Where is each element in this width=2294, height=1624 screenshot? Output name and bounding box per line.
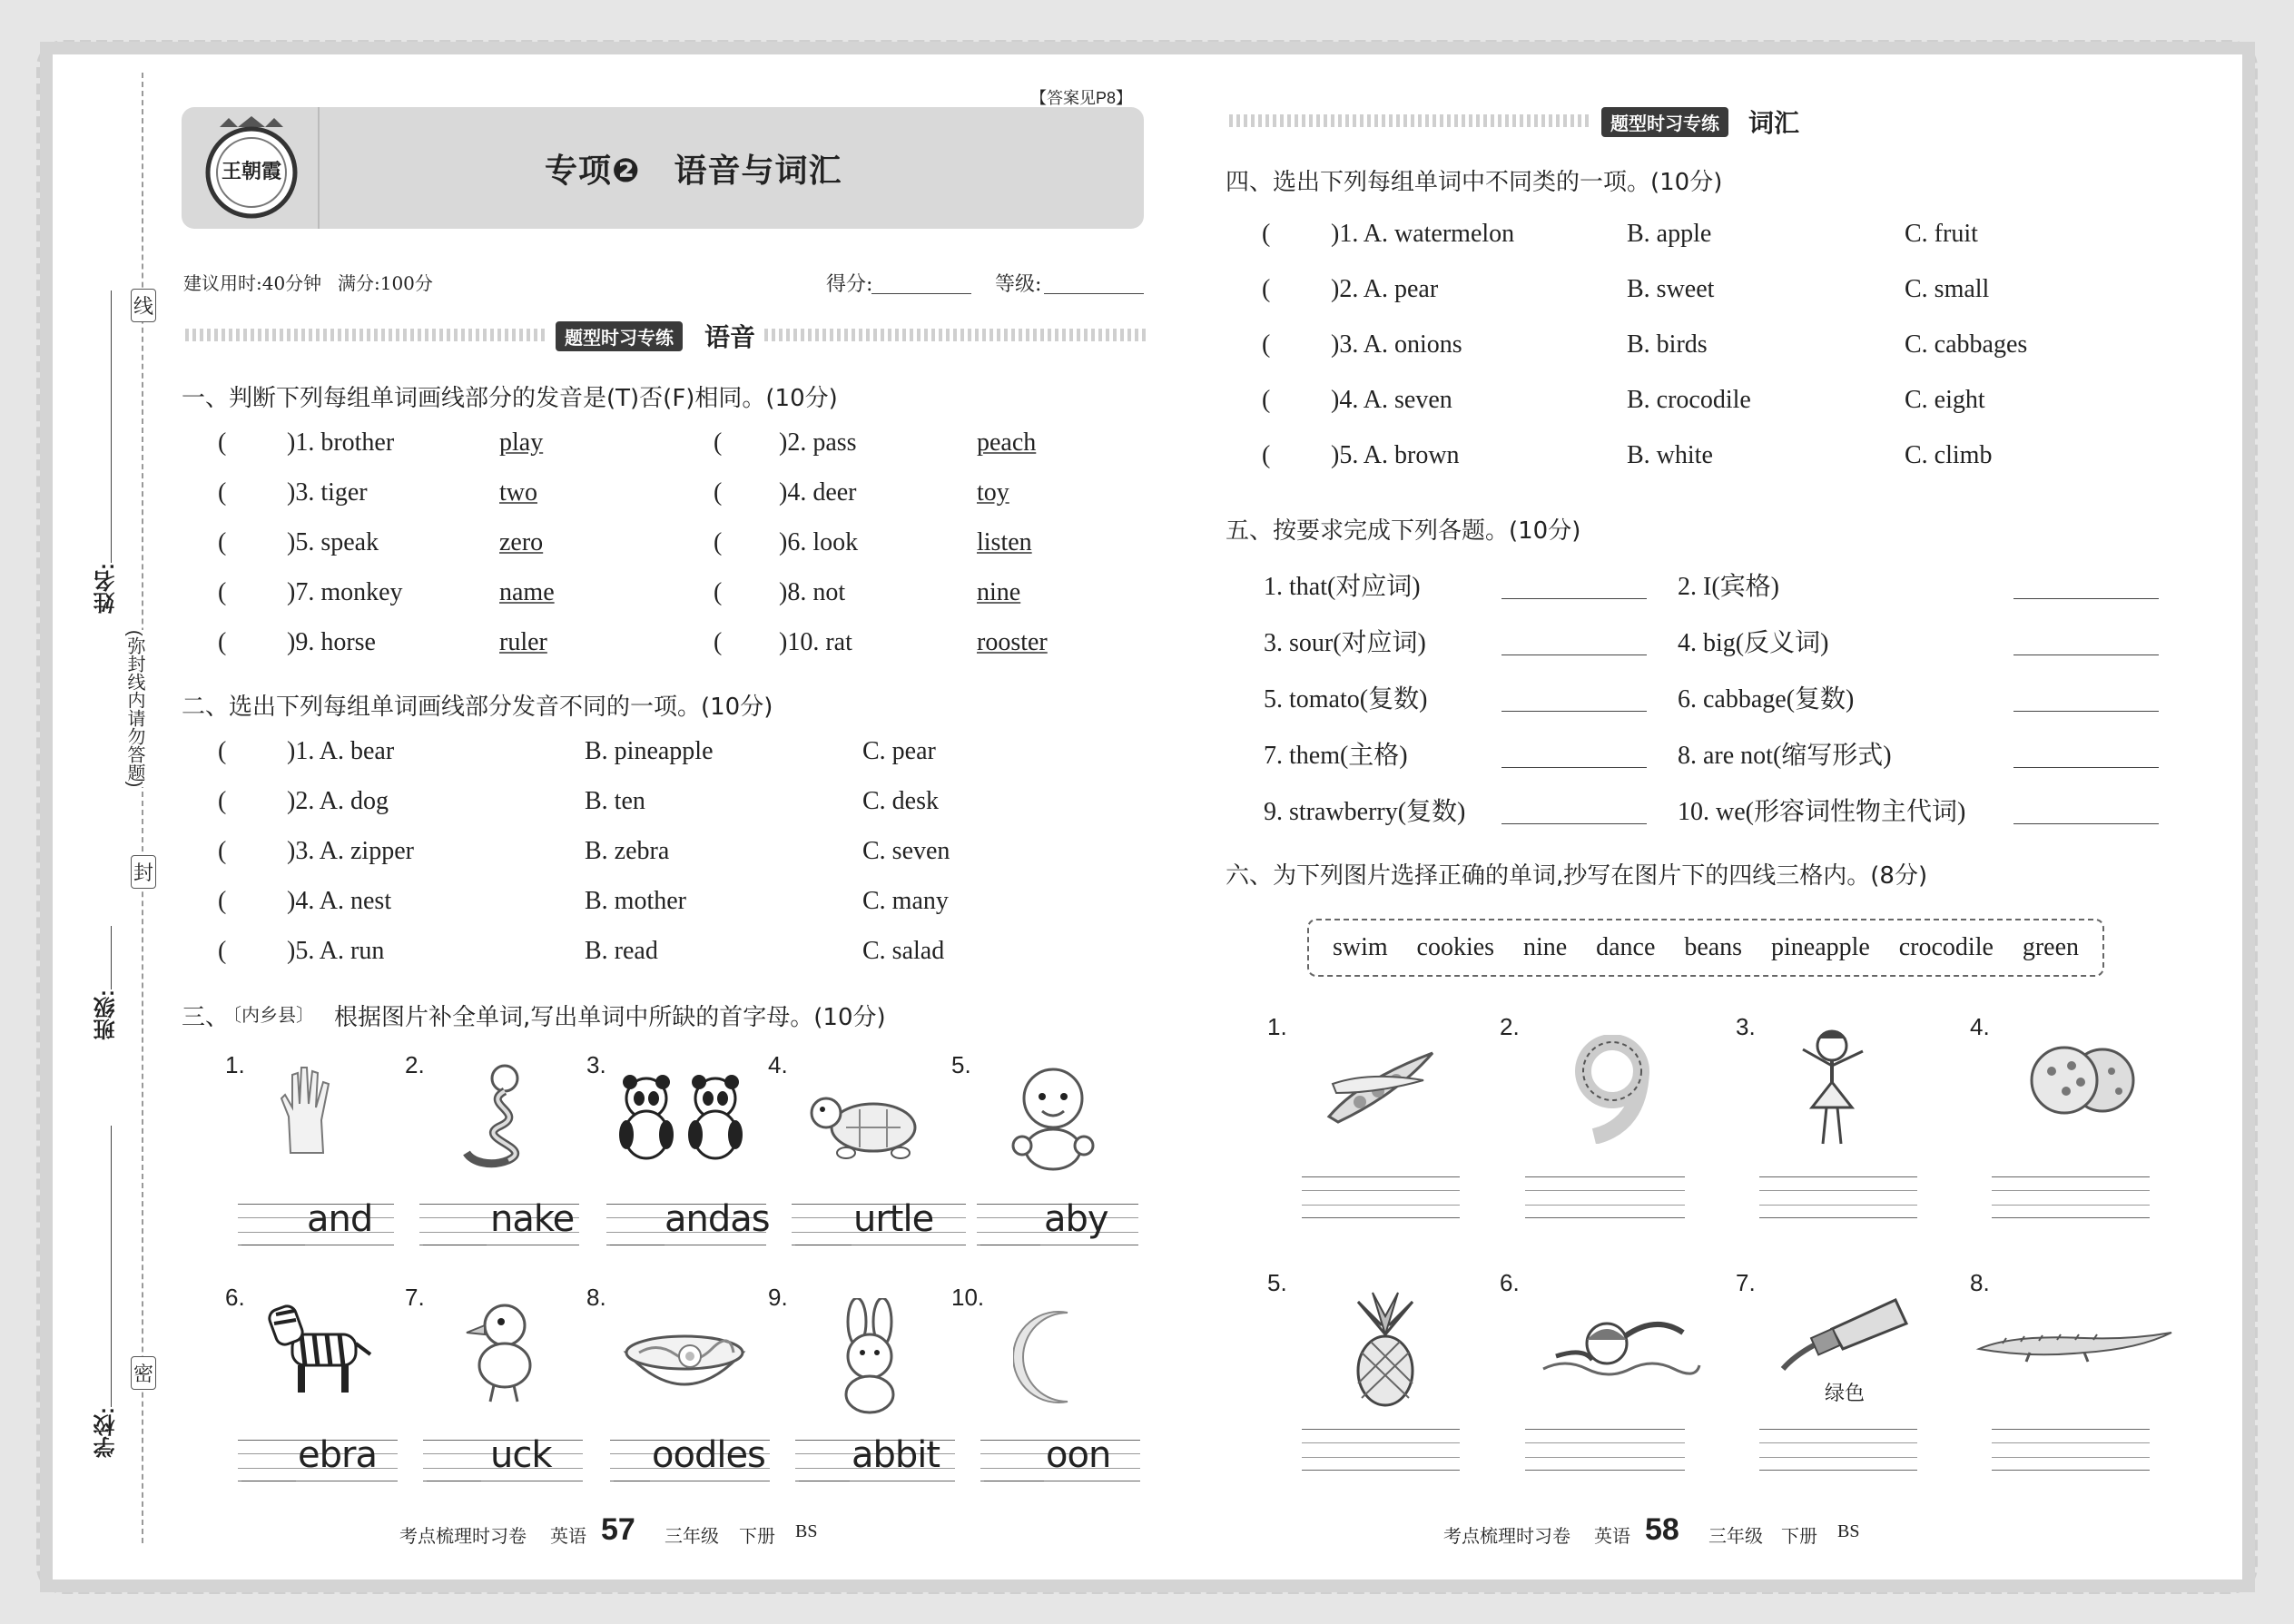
item-number: 4.	[1970, 1013, 1990, 1040]
list-item: B. zebra	[585, 837, 670, 865]
list-item: zero	[499, 528, 544, 556]
partial-word: nake	[490, 1198, 575, 1240]
list-item: name	[499, 578, 555, 606]
paint-tube-icon	[1777, 1293, 1914, 1379]
answer-blank[interactable]	[1501, 741, 1647, 768]
full-score: 满分:100分	[338, 272, 433, 294]
page-title: 专项❷ 语音与词汇	[545, 153, 842, 190]
list-item: 5. tomato(复数)	[1264, 685, 1428, 714]
list-item: B. apple	[1627, 220, 1712, 248]
writing-lines[interactable]	[1992, 1176, 2150, 1218]
list-item: )1. A. bear	[287, 737, 395, 765]
answer-blank[interactable]	[1501, 684, 1647, 712]
item-number: 10.	[951, 1284, 985, 1311]
answer-blank[interactable]	[2013, 741, 2159, 768]
list-item: listen	[977, 528, 1032, 556]
item-number: 1.	[1267, 1013, 1287, 1040]
list-item: )3. A. onions	[1331, 330, 1462, 359]
section-tag-word: 语音	[704, 322, 756, 352]
item-number: 8.	[586, 1284, 606, 1311]
list-item: 4. big(反义词)	[1678, 629, 1829, 657]
score-blank[interactable]	[871, 269, 971, 294]
item-number: 4.	[768, 1051, 788, 1078]
item-number: 9.	[768, 1284, 788, 1311]
list-item: )1. A. watermelon	[1331, 220, 1515, 248]
list-item: )5. speak	[287, 528, 379, 556]
margin-secret-word: 密	[131, 1356, 156, 1390]
section-2-title: 二、选出下列每组单词画线部分发音不同的一项。(10分)	[182, 694, 773, 721]
list-item: )10. rat	[779, 628, 852, 656]
binding-margin	[91, 73, 154, 1543]
list-item: C. eight	[1905, 386, 1985, 414]
word-bank-item: pineapple	[1770, 933, 1870, 961]
margin-school-label: 学校:	[94, 1407, 119, 1458]
rabbit-icon	[824, 1298, 915, 1421]
margin-seal-word: 封	[131, 855, 156, 889]
duck-icon	[454, 1298, 545, 1412]
item-number: 7.	[1736, 1269, 1756, 1296]
list-item: (	[218, 428, 227, 457]
writing-lines[interactable]	[1302, 1176, 1460, 1218]
item-number: 6.	[225, 1284, 245, 1311]
list-item: C. fruit	[1905, 220, 1978, 248]
list-item: C. climb	[1905, 441, 1993, 469]
answer-blank[interactable]	[2013, 797, 2159, 824]
list-item: ruler	[499, 628, 547, 656]
writing-lines[interactable]	[1992, 1429, 2150, 1471]
list-item: )3. tiger	[287, 478, 368, 507]
list-item: )2. pass	[779, 428, 857, 457]
word-bank	[1307, 919, 2104, 977]
nine-icon	[1567, 1035, 1658, 1148]
publisher-logo	[202, 114, 301, 221]
item-number: 3.	[586, 1051, 606, 1078]
item-number: 6.	[1500, 1269, 1520, 1296]
section-3-title-tag: 〔内乡县〕	[223, 1004, 314, 1026]
partial-word: abbit	[852, 1434, 940, 1476]
pineapple-icon	[1349, 1289, 1422, 1412]
list-item: B. white	[1627, 441, 1713, 469]
list-item: play	[499, 428, 544, 457]
list-item: B. ten	[585, 787, 645, 815]
list-item: two	[499, 478, 537, 507]
list-item: )3. A. zipper	[287, 837, 414, 865]
partial-word: oon	[1046, 1434, 1111, 1476]
list-item: C. small	[1905, 275, 1990, 303]
section-5-title: 五、按要求完成下列各题。(10分)	[1226, 517, 1581, 545]
score-label: 得分:	[826, 273, 873, 296]
partial-word: oodles	[652, 1434, 765, 1476]
item-number: 5.	[1267, 1269, 1287, 1296]
list-item: )1. brother	[287, 428, 395, 457]
grade-label: 等级:	[995, 273, 1042, 296]
writing-lines[interactable]	[1525, 1176, 1685, 1218]
list-item: B. pineapple	[585, 737, 714, 765]
grade-blank[interactable]	[1044, 269, 1144, 294]
crocodile-icon	[1975, 1322, 2175, 1372]
answer-blank[interactable]	[2013, 628, 2159, 655]
section-tag-word: 词汇	[1748, 108, 1800, 138]
list-item: 7. them(主格)	[1264, 742, 1408, 770]
answer-blank[interactable]	[1501, 797, 1647, 824]
answer-blank[interactable]	[2013, 684, 2159, 712]
list-item: C. pear	[862, 737, 936, 765]
answer-reference: 【答案见P8】	[1030, 89, 1133, 107]
title-banner	[182, 107, 1144, 229]
item-number: 7.	[405, 1284, 425, 1311]
item-number: 1.	[225, 1051, 245, 1078]
hand-icon	[272, 1062, 345, 1166]
logo-text: 王朝霞	[221, 160, 281, 183]
word-bank-item: cookies	[1416, 933, 1495, 961]
swimmer-icon	[1538, 1296, 1701, 1392]
section-tag: 题型时习专练	[1601, 107, 1728, 137]
word-bank-item: beans	[1684, 933, 1743, 961]
list-item: )2. A. dog	[287, 787, 389, 815]
pandas-icon	[614, 1071, 750, 1166]
partial-word: and	[307, 1198, 373, 1240]
partial-word: uck	[490, 1434, 552, 1476]
section-1-title: 一、判断下列每组单词画线部分的发音是(T)否(F)相同。(10分)	[182, 385, 838, 412]
list-item: B. read	[585, 937, 658, 965]
list-item: toy	[977, 478, 1009, 507]
suggested-time: 建议用时:40分钟	[183, 272, 322, 294]
list-item: 6. cabbage(复数)	[1678, 685, 1855, 714]
list-item: C. salad	[862, 937, 945, 965]
list-item: 9. strawberry(复数)	[1264, 798, 1466, 826]
noodles-icon	[621, 1316, 748, 1412]
word-bank-item: green	[2022, 933, 2079, 961]
list-item: )4. A. seven	[1331, 386, 1452, 414]
item-number: 5.	[951, 1051, 971, 1078]
list-item: 3. sour(对应词)	[1264, 629, 1426, 657]
list-item: )4. A. nest	[287, 887, 392, 915]
moon-icon	[1013, 1307, 1095, 1412]
list-item: C. desk	[862, 787, 939, 815]
section-6-title: 六、为下列图片选择正确的单词,抄写在图片下的四线三格内。(8分)	[1226, 862, 1928, 890]
list-item: )6. look	[779, 528, 859, 556]
list-item: 1. that(对应词)	[1264, 573, 1421, 601]
margin-seal-note: (弥封线内请勿答题)	[122, 630, 148, 787]
list-item: nine	[977, 578, 1021, 606]
baby-icon	[1008, 1062, 1098, 1176]
page-number: 57	[601, 1512, 635, 1547]
list-item: B. birds	[1627, 330, 1708, 359]
item-caption: 绿色	[1825, 1383, 1866, 1405]
turtle-icon	[810, 1080, 928, 1166]
list-item: B. mother	[585, 887, 686, 915]
section-tag: 题型时习专练	[556, 321, 683, 351]
dancer-icon	[1792, 1026, 1874, 1157]
beans-icon	[1324, 1044, 1442, 1130]
section-3-title: 根据图片补全单词,写出单词中所缺的首字母。(10分)	[334, 1004, 886, 1031]
partial-word: andas	[665, 1198, 770, 1240]
answer-blank[interactable]	[2013, 572, 2159, 599]
list-item: B. sweet	[1627, 275, 1715, 303]
list-item: 2. I(宾格)	[1678, 573, 1779, 601]
section-4-title: 四、选出下列每组单词中不同类的一项。(10分)	[1226, 169, 1723, 196]
answer-blank[interactable]	[1501, 628, 1647, 655]
margin-class-label: 班级:	[94, 989, 119, 1040]
snake-icon	[454, 1062, 554, 1176]
word-bank-item: nine	[1522, 933, 1568, 961]
list-item: C. cabbages	[1905, 330, 2028, 359]
word-bank-item: crocodile	[1898, 933, 1994, 961]
list-item: )5. A. brown	[1331, 441, 1460, 469]
partial-word: aby	[1044, 1198, 1108, 1240]
list-item: C. many	[862, 887, 949, 915]
writing-lines[interactable]	[1302, 1429, 1460, 1471]
list-item: rooster	[977, 628, 1048, 656]
list-item: )8. not	[779, 578, 846, 606]
page-number: 58	[1645, 1512, 1679, 1547]
list-item: )9. horse	[287, 628, 376, 656]
cookies-icon	[2024, 1044, 2142, 1121]
word-bank-item: dance	[1596, 933, 1656, 961]
list-item: C. seven	[862, 837, 950, 865]
writing-lines[interactable]	[1759, 1176, 1917, 1218]
word-bank-item: swim	[1332, 933, 1388, 961]
list-item: )2. A. pear	[1331, 275, 1439, 303]
zebra-icon	[265, 1298, 383, 1403]
list-item: )5. A. run	[287, 937, 385, 965]
item-number: 2.	[405, 1051, 425, 1078]
partial-word: urtle	[853, 1198, 934, 1240]
list-item: )4. deer	[779, 478, 857, 507]
list-item: B. crocodile	[1627, 386, 1751, 414]
list-item: )7. monkey	[287, 578, 403, 606]
list-item: 10. we(形容词性物主代词)	[1678, 798, 1966, 826]
writing-lines[interactable]	[1525, 1429, 1685, 1471]
item-number: 3.	[1736, 1013, 1756, 1040]
margin-line-word: 线	[131, 289, 156, 322]
list-item: 8. are not(缩写形式)	[1678, 742, 1892, 770]
item-number: 2.	[1500, 1013, 1520, 1040]
partial-word: ebra	[298, 1434, 377, 1476]
section-3-title-prefix: 三、	[182, 1004, 230, 1031]
item-number: 8.	[1970, 1269, 1990, 1296]
margin-name-label: 姓名:	[94, 563, 119, 614]
list-item: peach	[977, 428, 1037, 457]
answer-blank[interactable]	[1501, 572, 1647, 599]
writing-lines[interactable]	[1759, 1429, 1917, 1471]
